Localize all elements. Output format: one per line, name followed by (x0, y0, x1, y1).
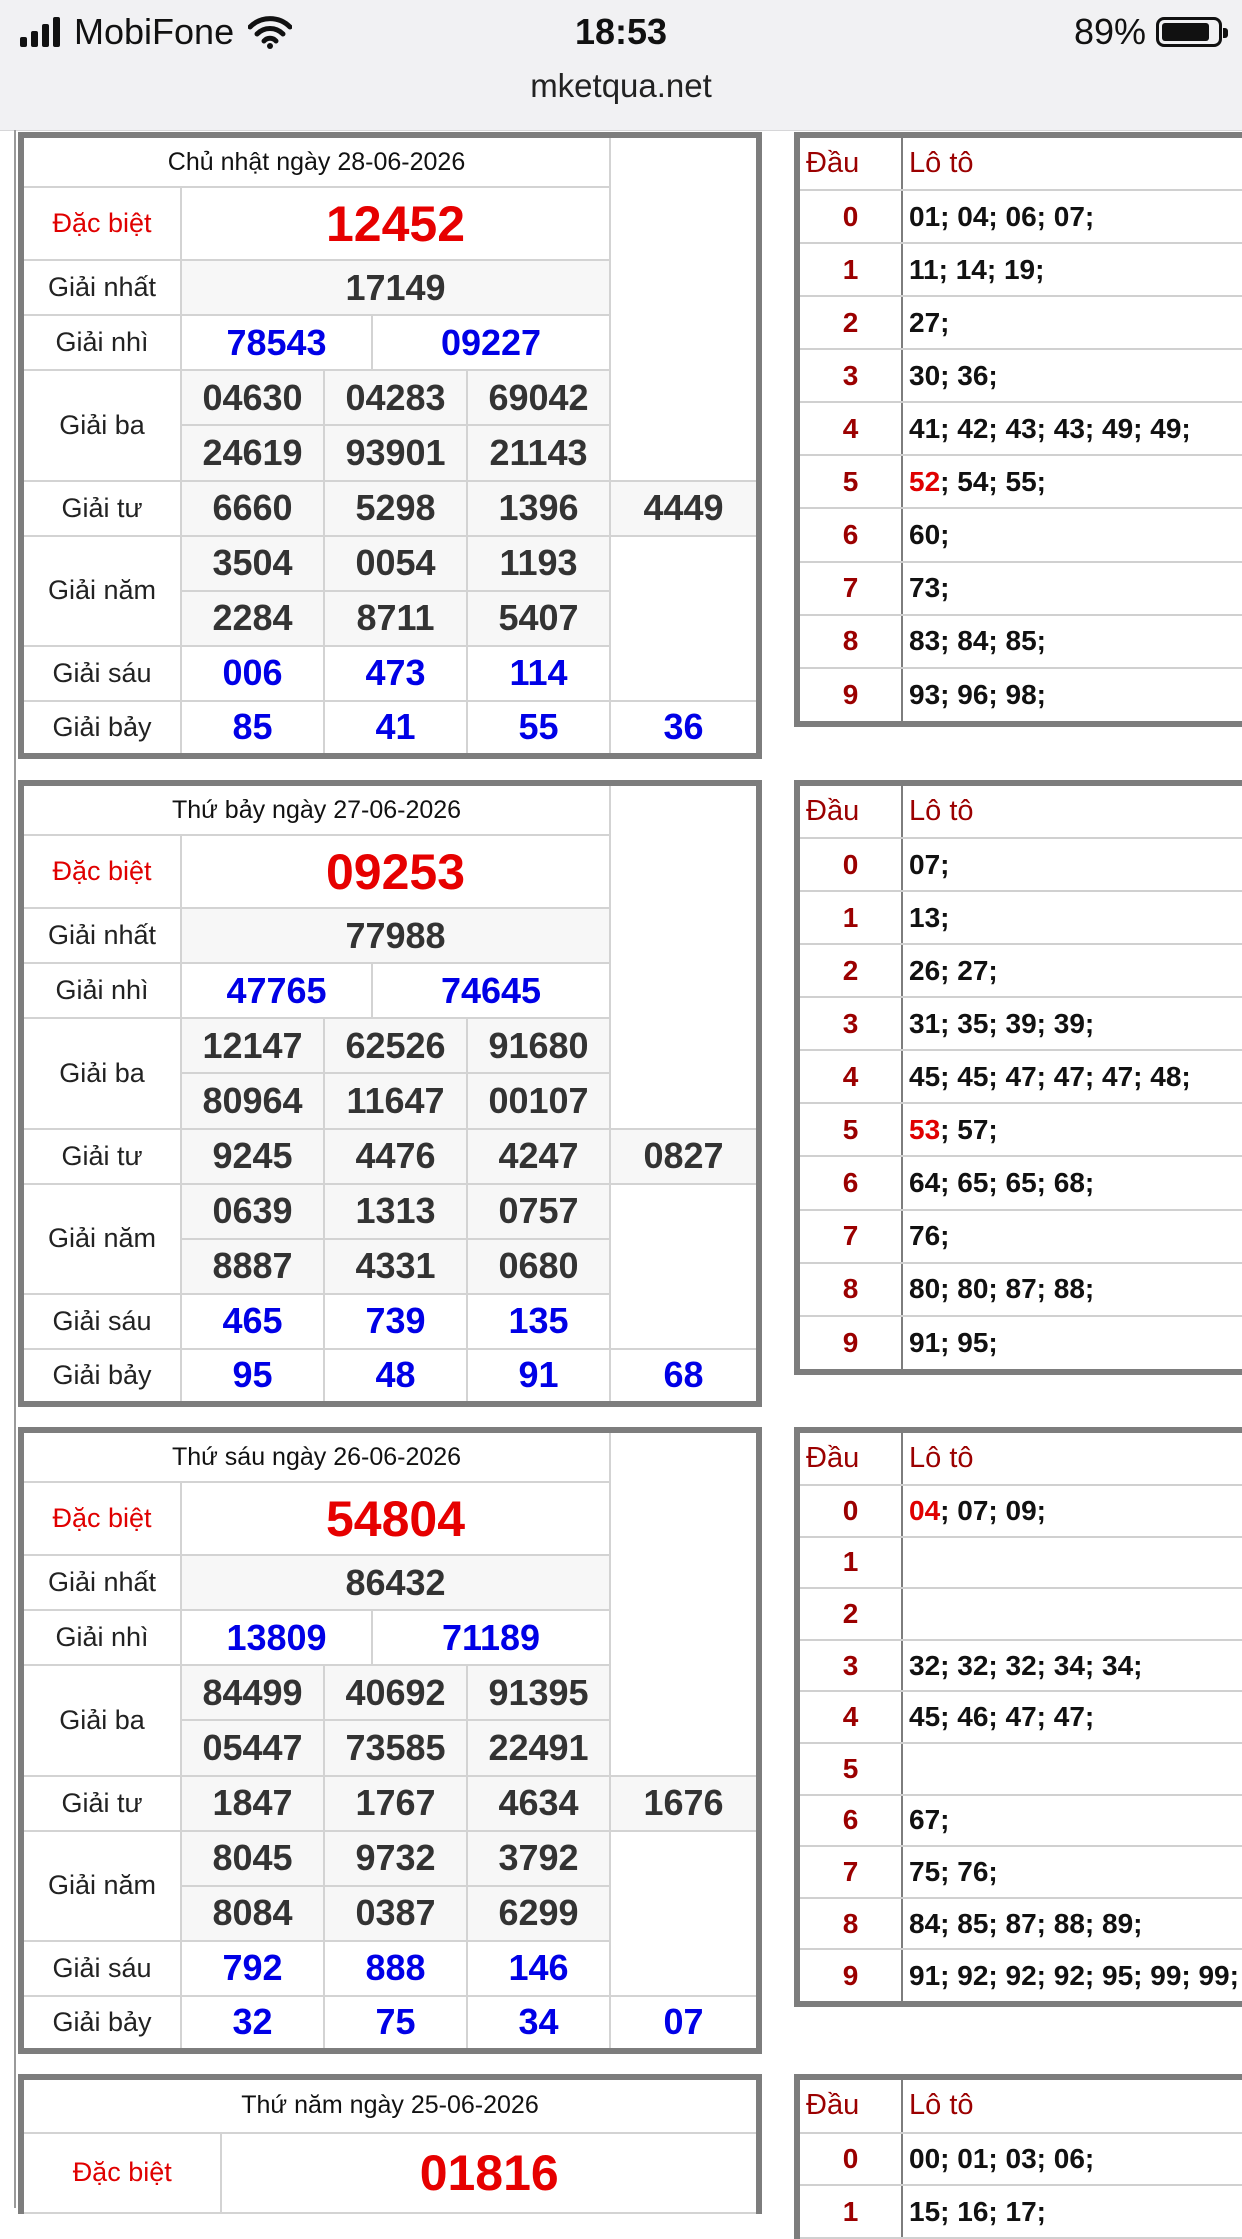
sixth-prize-number: 739 (324, 1294, 467, 1349)
seventh-prize-number: 36 (610, 701, 759, 756)
prize-label-third: Giải ba (21, 1018, 181, 1128)
draw-date: Thứ sáu ngày 26-06-2026 (21, 1430, 610, 1482)
sixth-prize-number: 473 (324, 646, 467, 701)
seventh-prize-number: 41 (324, 701, 467, 756)
loto-head-digit: 2 (797, 944, 902, 997)
second-prize-number: 09227 (372, 315, 610, 370)
fifth-prize-number: 0054 (324, 536, 467, 591)
third-prize-number: 73585 (324, 1720, 467, 1775)
loto-values: 93; 96; 98; (902, 668, 1242, 724)
prize-label-sixth: Giải sáu (21, 1294, 181, 1349)
loto-head-digit: 2 (797, 1588, 902, 1640)
loto-head-digit: 1 (797, 1537, 902, 1589)
result-table (18, 1427, 762, 2054)
sixth-prize-number: 006 (181, 646, 324, 701)
third-prize-number: 22491 (467, 1720, 610, 1775)
loto-values: 45; 46; 47; 47; (902, 1691, 1242, 1743)
status-right (1074, 8, 1222, 56)
second-prize-number: 71189 (372, 1610, 610, 1665)
third-prize-number: 40692 (324, 1665, 467, 1720)
fifth-prize-number: 0387 (324, 1886, 467, 1941)
fourth-prize-number: 5298 (324, 481, 467, 536)
loto-values: 13; (902, 891, 1242, 944)
draw-date: Thứ bảy ngày 27-06-2026 (21, 783, 610, 835)
loto-head-digit: 9 (797, 1949, 902, 2004)
prize-label-third: Giải ba (21, 1665, 181, 1775)
loto-head-digit: 4 (797, 1050, 902, 1103)
loto-values: 15; 16; 17; (902, 2185, 1242, 2238)
loto-head-digit: 7 (797, 1210, 902, 1263)
seventh-prize-number: 95 (181, 1349, 324, 1404)
loto-values: 91; 92; 92; 92; 95; 99; 99; (902, 1949, 1242, 2004)
sixth-prize-number: 114 (467, 646, 610, 701)
prize-label-special: Đặc biệt (21, 835, 181, 908)
fourth-prize-number: 1676 (610, 1776, 759, 1831)
third-prize-number: 00107 (467, 1073, 610, 1128)
loto-header-loto: Lô tô (902, 2077, 1242, 2133)
loto-head-digit: 7 (797, 562, 902, 615)
third-prize-number: 91680 (467, 1018, 610, 1073)
loto-head-digit: 4 (797, 402, 902, 455)
seventh-prize-number: 75 (324, 1996, 467, 2051)
loto-head-digit: 6 (797, 1795, 902, 1847)
loto-head-digit: 3 (797, 1640, 902, 1692)
loto-values (902, 1537, 1242, 1589)
first-prize-number: 17149 (181, 260, 610, 315)
sixth-prize-number: 135 (467, 1294, 610, 1349)
loto-values: 75; 76; (902, 1846, 1242, 1898)
prize-label-third: Giải ba (21, 370, 181, 480)
fifth-prize-number: 1313 (324, 1184, 467, 1239)
fifth-prize-number: 8887 (181, 1239, 324, 1294)
prize-label-special: Đặc biệt (21, 2133, 221, 2213)
fifth-prize-number: 6299 (467, 1886, 610, 1941)
loto-values: 67; (902, 1795, 1242, 1847)
prize-label-fifth: Giải năm (21, 536, 181, 646)
loto-values: 31; 35; 39; 39; (902, 997, 1242, 1050)
battery-percent: 89% (1073, 11, 1146, 52)
loto-values: 52; 54; 55; (902, 455, 1242, 508)
prize-label-fourth: Giải tư (21, 1129, 181, 1184)
third-prize-number: 62526 (324, 1018, 467, 1073)
fourth-prize-number: 9245 (181, 1129, 324, 1184)
loto-head-digit: 0 (797, 838, 902, 891)
loto-values: 80; 80; 87; 88; (902, 1263, 1242, 1316)
loto-values: 04; 07; 09; (902, 1485, 1242, 1537)
loto-head-digit: 4 (797, 1691, 902, 1743)
loto-values: 53; 57; (902, 1103, 1242, 1156)
loto-header-dau: Đầu (797, 1430, 902, 1485)
prize-label-seventh: Giải bảy (21, 1349, 181, 1404)
fifth-prize-number: 0639 (181, 1184, 324, 1239)
loto-values: 01; 04; 06; 07; (902, 190, 1242, 243)
loto-head-digit: 8 (797, 1263, 902, 1316)
third-prize-number: 04283 (324, 370, 467, 425)
prize-label-fourth: Giải tư (21, 1776, 181, 1831)
prize-label-second: Giải nhì (21, 315, 181, 370)
special-prize-number: 12452 (181, 187, 610, 260)
prize-label-second: Giải nhì (21, 1610, 181, 1665)
result-table (18, 132, 762, 759)
loto-values: 26; 27; (902, 944, 1242, 997)
loto-head-digit: 9 (797, 1316, 902, 1372)
loto-values: 64; 65; 65; 68; (902, 1156, 1242, 1209)
seventh-prize-number: 85 (181, 701, 324, 756)
prize-label-second: Giải nhì (21, 963, 181, 1018)
loto-head-digit: 6 (797, 1156, 902, 1209)
loto-head-digit: 0 (797, 2133, 902, 2186)
fourth-prize-number: 1396 (467, 481, 610, 536)
second-prize-number: 13809 (181, 1610, 372, 1665)
fifth-prize-number: 8711 (324, 591, 467, 646)
loto-head-digit: 9 (797, 668, 902, 724)
loto-values: 41; 42; 43; 43; 49; 49; (902, 402, 1242, 455)
loto-head-digit: 8 (797, 1898, 902, 1950)
draw-date: Chủ nhật ngày 28-06-2026 (21, 135, 610, 187)
loto-values: 91; 95; (902, 1316, 1242, 1372)
loto-head-digit: 3 (797, 349, 902, 402)
seventh-prize-number: 91 (467, 1349, 610, 1404)
address-bar-url[interactable]: mketqua.net (530, 67, 712, 104)
loto-head-digit: 5 (797, 1743, 902, 1795)
second-prize-number: 78543 (181, 315, 372, 370)
third-prize-number: 91395 (467, 1665, 610, 1720)
loto-values (902, 1588, 1242, 1640)
third-prize-number: 84499 (181, 1665, 324, 1720)
prize-label-sixth: Giải sáu (21, 646, 181, 701)
status-time: 18:53 (574, 11, 668, 52)
fifth-prize-number: 0680 (467, 1239, 610, 1294)
sixth-prize-number: 888 (324, 1941, 467, 1996)
loto-header-dau: Đầu (797, 783, 902, 838)
prize-label-first: Giải nhất (21, 1555, 181, 1610)
fifth-prize-number: 3504 (181, 536, 324, 591)
seventh-prize-number: 68 (610, 1349, 759, 1404)
prize-label-first: Giải nhất (21, 260, 181, 315)
second-prize-number: 74645 (372, 963, 610, 1018)
loto-values: 45; 45; 47; 47; 47; 48; (902, 1050, 1242, 1103)
battery-icon (1156, 17, 1222, 47)
prize-label-fifth: Giải năm (21, 1184, 181, 1294)
page-border (14, 130, 16, 2208)
fifth-prize-number: 4331 (324, 1239, 467, 1294)
third-prize-number: 93901 (324, 425, 467, 480)
loto-values: 00; 01; 03; 06; (902, 2133, 1242, 2186)
loto-values: 07; (902, 838, 1242, 891)
fourth-prize-number: 4634 (467, 1776, 610, 1831)
loto-head-digit: 5 (797, 1103, 902, 1156)
third-prize-number: 80964 (181, 1073, 324, 1128)
fifth-prize-number: 1193 (467, 536, 610, 591)
prize-label-seventh: Giải bảy (21, 701, 181, 756)
seventh-prize-number: 07 (610, 1996, 759, 2051)
loto-values: 76; (902, 1210, 1242, 1263)
loto-values: 83; 84; 85; (902, 615, 1242, 668)
third-prize-number: 05447 (181, 1720, 324, 1775)
second-prize-number: 47765 (181, 963, 372, 1018)
draw-date: Thứ năm ngày 25-06-2026 (21, 2077, 759, 2133)
fifth-prize-number: 9732 (324, 1831, 467, 1886)
result-table (18, 780, 762, 1407)
prize-label-sixth: Giải sáu (21, 1941, 181, 1996)
loto-values: 11; 14; 19; (902, 243, 1242, 296)
loto-header-dau: Đầu (797, 2077, 902, 2133)
highlighted-loto: 52 (909, 465, 941, 497)
loto-header-loto: Lô tô (902, 1430, 1242, 1485)
sixth-prize-number: 465 (181, 1294, 324, 1349)
first-prize-number: 77988 (181, 908, 610, 963)
loto-values: 32; 32; 32; 34; 34; (902, 1640, 1242, 1692)
fourth-prize-number: 4476 (324, 1129, 467, 1184)
prize-label-fifth: Giải năm (21, 1831, 181, 1941)
loto-head-digit: 0 (797, 190, 902, 243)
prize-label-special: Đặc biệt (21, 187, 181, 260)
loto-header-dau: Đầu (797, 135, 902, 190)
sixth-prize-number: 146 (467, 1941, 610, 1996)
loto-values: 73; (902, 562, 1242, 615)
third-prize-number: 11647 (324, 1073, 467, 1128)
highlighted-loto: 04 (909, 1494, 941, 1526)
seventh-prize-number: 32 (181, 1996, 324, 2051)
fourth-prize-number: 4449 (610, 481, 759, 536)
loto-head-digit: 2 (797, 296, 902, 349)
third-prize-number: 69042 (467, 370, 610, 425)
fourth-prize-number: 4247 (467, 1129, 610, 1184)
highlighted-loto: 53 (909, 1113, 941, 1145)
first-prize-number: 86432 (181, 1555, 610, 1610)
loto-table (794, 1427, 1242, 2007)
carrier-name: MobiFone (74, 11, 235, 52)
loto-head-digit: 7 (797, 1846, 902, 1898)
fifth-prize-number: 3792 (467, 1831, 610, 1886)
prize-label-special: Đặc biệt (21, 1482, 181, 1555)
loto-table (794, 132, 1242, 727)
third-prize-number: 12147 (181, 1018, 324, 1073)
third-prize-number: 04630 (181, 370, 324, 425)
loto-header-loto: Lô tô (902, 783, 1242, 838)
loto-values: 84; 85; 87; 88; 89; (902, 1898, 1242, 1950)
status-bar (0, 0, 1242, 131)
loto-head-digit: 6 (797, 508, 902, 561)
loto-table (794, 2074, 1242, 2239)
loto-head-digit: 1 (797, 243, 902, 296)
special-prize-number: 09253 (181, 835, 610, 908)
seventh-prize-number: 34 (467, 1996, 610, 2051)
fifth-prize-number: 5407 (467, 591, 610, 646)
prize-label-fourth: Giải tư (21, 481, 181, 536)
fourth-prize-number: 6660 (181, 481, 324, 536)
loto-head-digit: 5 (797, 455, 902, 508)
loto-head-digit: 1 (797, 2185, 902, 2238)
fifth-prize-number: 0757 (467, 1184, 610, 1239)
prize-label-seventh: Giải bảy (21, 1996, 181, 2051)
loto-head-digit: 8 (797, 615, 902, 668)
result-table (18, 2074, 762, 2214)
loto-table (794, 780, 1242, 1375)
fourth-prize-number: 1847 (181, 1776, 324, 1831)
loto-head-digit: 3 (797, 997, 902, 1050)
fourth-prize-number: 1767 (324, 1776, 467, 1831)
loto-values (902, 1743, 1242, 1795)
loto-head-digit: 1 (797, 891, 902, 944)
fifth-prize-number: 2284 (181, 591, 324, 646)
sixth-prize-number: 792 (181, 1941, 324, 1996)
third-prize-number: 24619 (181, 425, 324, 480)
loto-values: 27; (902, 296, 1242, 349)
loto-header-loto: Lô tô (902, 135, 1242, 190)
loto-values: 60; (902, 508, 1242, 561)
fifth-prize-number: 8045 (181, 1831, 324, 1886)
prize-label-first: Giải nhất (21, 908, 181, 963)
fourth-prize-number: 0827 (610, 1129, 759, 1184)
seventh-prize-number: 48 (324, 1349, 467, 1404)
loto-head-digit: 0 (797, 1485, 902, 1537)
special-prize-number: 01816 (221, 2133, 759, 2213)
special-prize-number: 54804 (181, 1482, 610, 1555)
loto-values: 30; 36; (902, 349, 1242, 402)
fifth-prize-number: 8084 (181, 1886, 324, 1941)
third-prize-number: 21143 (467, 425, 610, 480)
seventh-prize-number: 55 (467, 701, 610, 756)
